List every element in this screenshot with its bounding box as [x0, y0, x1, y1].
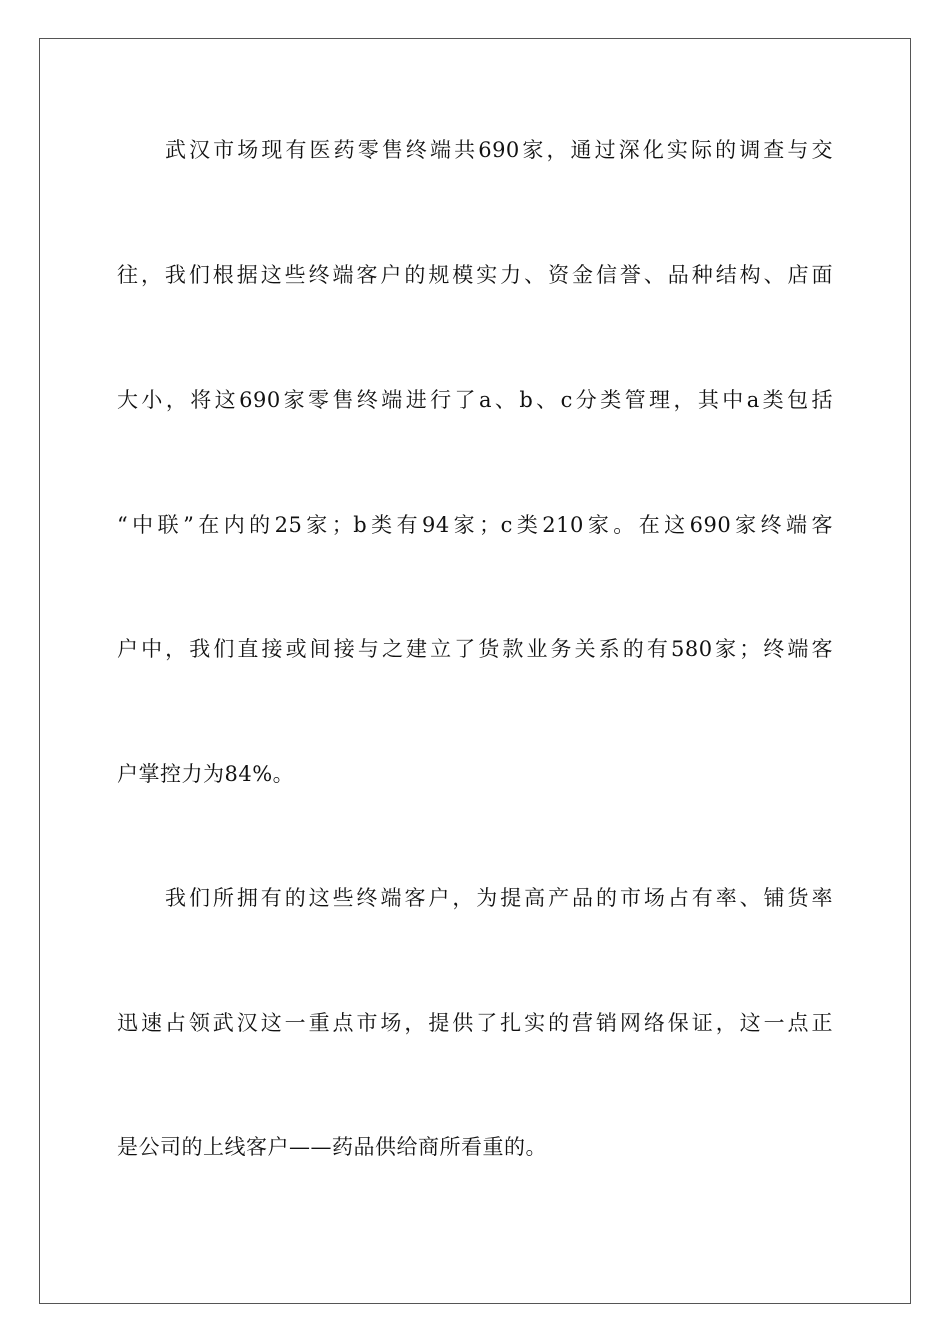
paragraph-line: “中联”在内的25家；b类有94家；c类210家。在这690家终端客 — [117, 513, 833, 537]
paragraph-line: 我们所拥有的这些终端客户，为提高产品的市场占有率、铺货率 — [165, 886, 833, 910]
paragraph-line: 户掌控力为84%。 — [117, 762, 295, 786]
paragraph-line: 是公司的上线客户——药品供给商所看重的。 — [117, 1135, 547, 1159]
paragraph-line: 武汉市场现有医药零售终端共690家，通过深化实际的调查与交 — [165, 138, 833, 162]
paragraph-line: 往，我们根据这些终端客户的规模实力、资金信誉、品种结构、店面 — [117, 263, 833, 287]
paragraph-line: 大小，将这690家零售终端进行了a、b、c分类管理，其中a类包括 — [117, 388, 833, 412]
paragraph-line: 迅速占领武汉这一重点市场，提供了扎实的营销网络保证，这一点正 — [117, 1011, 833, 1035]
paragraph-line: 户中，我们直接或间接与之建立了货款业务关系的有580家；终端客 — [117, 637, 833, 661]
page-border — [39, 38, 911, 1304]
